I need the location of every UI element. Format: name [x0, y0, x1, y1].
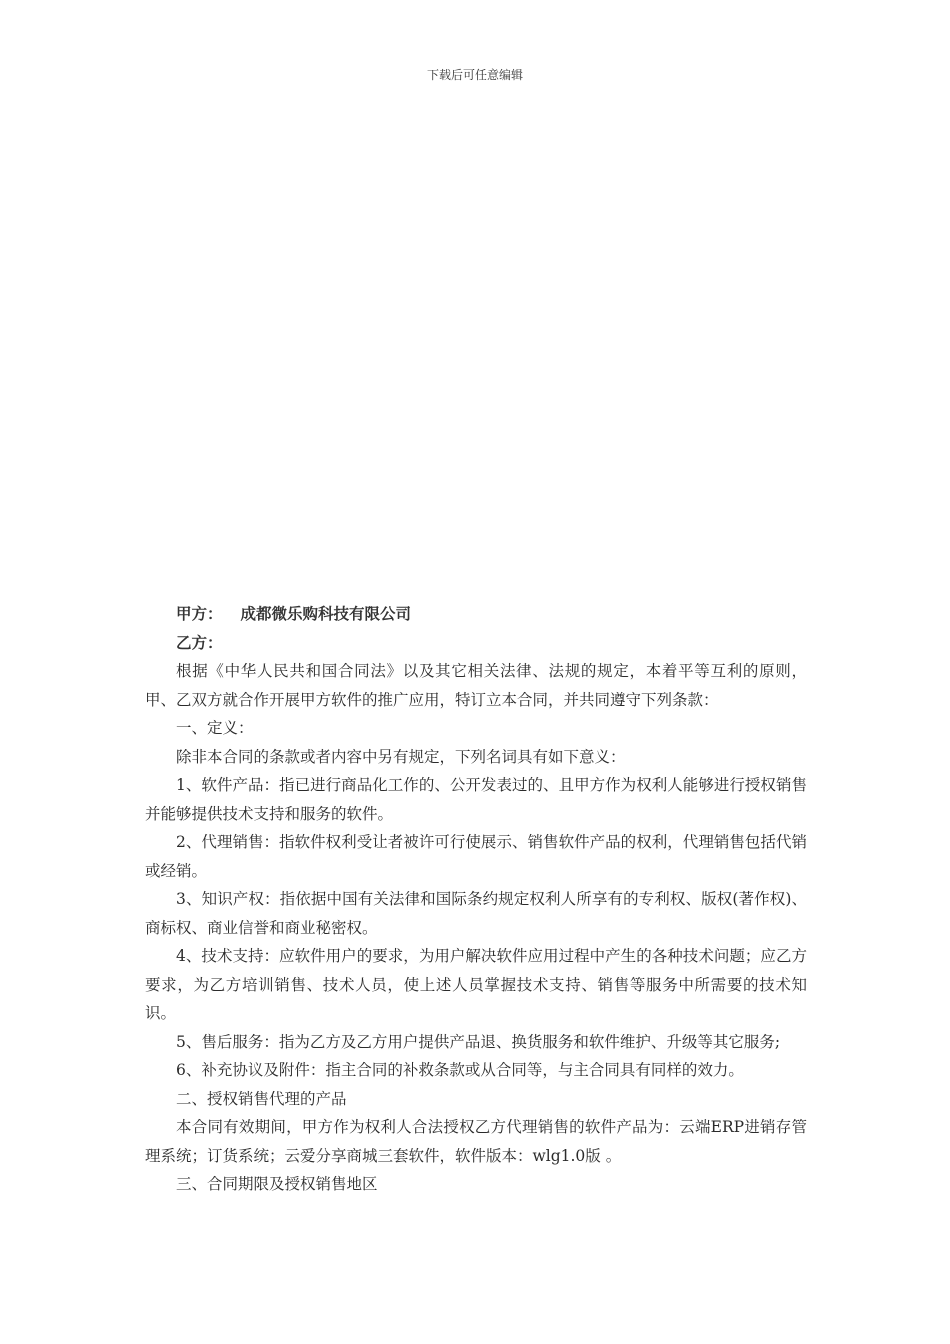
section-2-body: 本合同有效期间，甲方作为权利人合法授权乙方代理销售的软件产品为：云端ERP进销存管理系统；订货系统；云爱分享商城三套软件，软件版本：wlg1.0版 。 — [145, 1118, 807, 1165]
contract-body — [145, 600, 807, 1199]
definition-3: 3、知识产权：指依据中国有关法律和国际条约规定权利人所享有的专利权、版权(著作权)、商标权、商业信誉和商业秘密权。 — [145, 890, 807, 937]
section-1-title: 一、定义： — [176, 719, 254, 737]
section-3-title: 三、合同期限及授权销售地区 — [176, 1175, 378, 1193]
party-b-label: 乙方： — [176, 633, 223, 652]
definition-6: 6、补充协议及附件：指主合同的补救条款或从合同等，与主合同具有同样的效力。 — [176, 1061, 744, 1079]
party-a-line — [145, 600, 807, 629]
definition-5: 5、售后服务：指为乙方及乙方用户提供产品退、换货服务和软件维护、升级等其它服务; — [176, 1032, 781, 1051]
party-a-label: 甲方： — [176, 605, 223, 623]
section-1-lead: 除非本合同的条款或者内容中另有规定，下列名词具有如下意义： — [176, 747, 626, 766]
party-b-line — [145, 629, 807, 658]
header-note: 下载后可任意编辑 — [426, 68, 523, 82]
definition-4: 4、技术支持：应软件用户的要求，为用户解决软件应用过程中产生的各种技术问题；应乙方要求，为乙方培训销售、技术人员，使上述人员掌握技术支持、销售等服务中所需要的技术知识。 — [145, 947, 807, 1022]
definition-2: 2、代理销售：指软件权利受让者被许可行使展示、销售软件产品的权利，代理销售包括代销或经销。 — [145, 833, 807, 880]
section-2-title: 二、授权销售代理的产品 — [176, 1089, 347, 1108]
party-a-name: 成都微乐购科技有限公司 — [240, 605, 412, 623]
definition-1: 1、软件产品：指已进行商品化工作的、公开发表过的、且甲方作为权利人能够进行授权销售并能够提供技术支持和服务的软件。 — [145, 776, 807, 823]
intro-paragraph: 根据《中华人民共和国合同法》以及其它相关法律、法规的规定，本着平等互利的原则，甲、乙双方就合作开展甲方软件的推广应用，特订立本合同，并共同遵守下列条款： — [145, 662, 807, 709]
